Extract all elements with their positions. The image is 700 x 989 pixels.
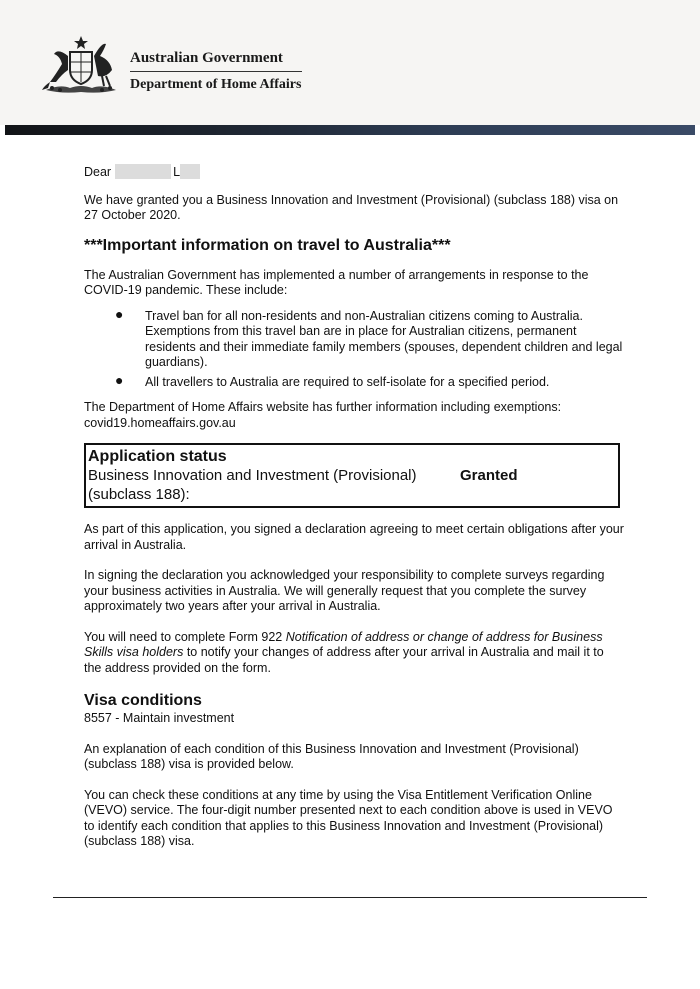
condition-item: 8557 - Maintain investment (84, 711, 235, 725)
form-paragraph (84, 630, 624, 677)
header-divider (130, 71, 302, 72)
government-name: Australian Government (130, 50, 283, 66)
name-initial: L (173, 165, 181, 179)
form-prefix: You will need to complete Form 922 (84, 629, 286, 644)
declaration-paragraph: As part of this application, you signed a declaration agreeing to meet certain obligations after your arrival in Australia. (84, 522, 624, 552)
salutation: Dear (84, 165, 112, 179)
website-info (84, 400, 624, 431)
status-row (88, 467, 616, 504)
list-item-text: Travel ban for all non-residents and non-Australian citizens coming to Australia. Exemptions from this travel ban are in place for Australian citizens, permanent residents and their immediate family members (spouses, dependent children and legal guardians). (145, 308, 623, 369)
salutation-line (84, 164, 624, 181)
form-suffix: to notify your changes of address after your arrival in Australia and mail it to the address provided on the form. (84, 645, 604, 675)
visa-conditions-heading: Visa conditions (84, 692, 202, 709)
list-item (84, 371, 624, 391)
header-banner (5, 125, 695, 135)
letterhead (0, 0, 700, 125)
bullet-icon: ● (115, 371, 124, 388)
vevo-paragraph: You can check these conditions at any time by using the Visa Entitlement Verification Online (VEVO) service. The four-digit number presented next to each condition above is used in VEVO to identify each condition that applies to this Business Innovation and Investment (Provisional) (subclass 188) visa. (84, 787, 613, 848)
status-value: Granted (460, 467, 518, 484)
list-item (84, 305, 624, 371)
department-name: Department of Home Affairs (130, 77, 302, 92)
travel-rules-list (84, 305, 624, 391)
status-visa-name: Business Innovation and Investment (Provisional) (subclass 188): (88, 467, 417, 503)
list-item-text: All travellers to Australia are required to self-isolate for a specified period. (145, 374, 550, 389)
letter-body (84, 164, 624, 865)
important-heading: ***Important information on travel to Australia*** (84, 236, 451, 254)
grant-intro: We have granted you a Business Innovation and Investment (Provisional) (subclass 188) visa on 27 October 2020. (84, 192, 619, 222)
coat-of-arms-icon (40, 34, 122, 96)
redacted-name-suffix (180, 164, 200, 179)
website-link[interactable]: covid19.homeaffairs.gov.au (84, 415, 236, 430)
form-title: Notification of address or change of address for Business Skills visa holders (84, 629, 603, 659)
redacted-name (115, 164, 171, 179)
arrangements-text: The Australian Government has implemented a number of arrangements in response to the COVID-19 pandemic. These include: (84, 267, 589, 297)
explanation-paragraph: An explanation of each condition of this Business Innovation and Investment (Provisional) (subclass 188) visa is provided below. (84, 741, 579, 771)
website-text: The Department of Home Affairs website has further information including exemptions: (84, 400, 562, 414)
survey-paragraph: In signing the declaration you acknowledged your responsibility to complete surveys regarding your business activities in Australia. We will generally request that you complete the survey approximately two years after your arrival in Australia. (84, 568, 605, 613)
footer-divider (53, 897, 647, 898)
bullet-icon: ● (115, 305, 124, 322)
status-title: Application status (88, 448, 227, 465)
application-status-box (84, 443, 620, 508)
